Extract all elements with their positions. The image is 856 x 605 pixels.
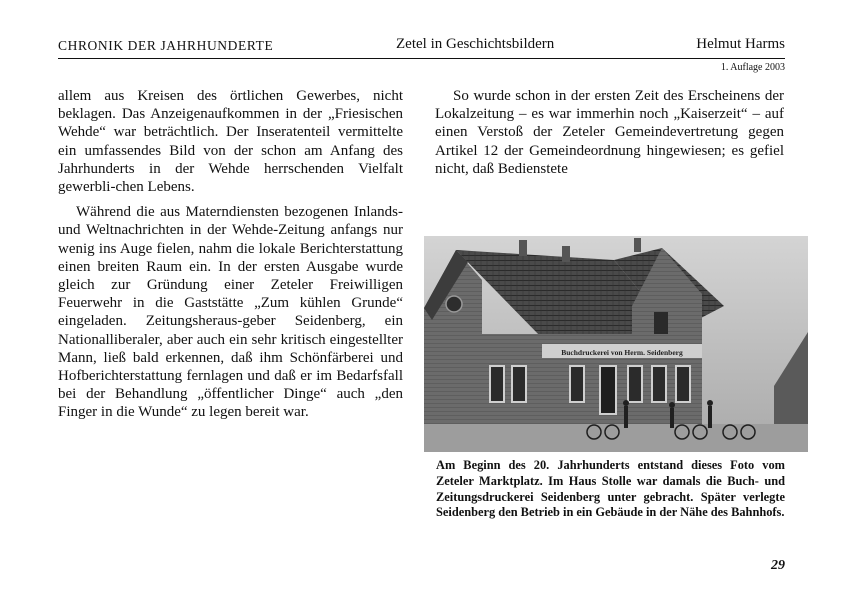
edition-note: 1. Auflage 2003 (720, 62, 785, 73)
left-column (58, 87, 403, 422)
running-header-author: Helmut Harms (696, 36, 785, 52)
right-paragraph-1: So wurde schon in der ersten Zeit des Erscheinens der Lokalzeitung – es war immerhin noch „Kaiserzeit“ – auf einen Verstoß der Zeteler Gemeindevertretung gegen Artikel 12 der Gemeindeordnung hingewiesen; es gefiel nicht, daß Bedienstete (435, 88, 784, 177)
page-number: 29 (771, 558, 785, 573)
left-paragraph-1: allem aus Kreisen des örtlichen Gewerbes, nicht beklagen. Das Anzeigenaufkommen in der „Friesischen Wehde“ war beträchtlich. Der Inseratenteil vermittelte ein umfassendes Bild von der schon am Anfang des Jahrhunderts in der Wehde herrschenden Vielfalt gewerbli-chen Lebens. (58, 88, 403, 196)
shop-sign: Buchdruckerei von Herm. Seidenberg (561, 348, 683, 357)
historic-photo (424, 236, 808, 452)
running-header-series: CHRONIK DER JAHRHUNDERTE (58, 38, 274, 53)
header-rule (58, 58, 785, 59)
running-header-title: Zetel in Geschichtsbildern (396, 36, 555, 52)
photo-caption: Am Beginn des 20. Jahrhunderts entstand dieses Foto vom Zeteler Marktplatz. Im Haus Stolle war damals die Buch- und Zeitungsdruckerei Seidenberg unter gebracht. Später verlegte Seidenberg den Betrieb in ein Gebäude in der Nähe des Bahnhofs. (436, 458, 785, 520)
right-column (435, 87, 784, 178)
left-paragraph-2: Während die aus Materndiensten bezogenen Inlands- und Weltnachrichten in der Wehde-Zeitung anfangs nur wenig ins Auge fielen, nahm die lokale Berichterstattung einen breiten Raum ein. In der ersten Ausgabe wurde gleich zur Gründung einer Zeteler Freiwilligen Feuerwehr in die Gaststätte „Zum kühlen Grunde“ eingeladen. Zeitungsheraus-geber Seidenberg, ein Nationalliberaler, aber auch ein sehr kritisch eingestellter Mann, ließ bald erkennen, daß ihm Schönfärberei und Hofberichterstattung fernlagen und daß er im Bedarfsfall bei der Behandlung „öffentlicher Dinge“ auch „den Finger in die Wunde“ zu legen bereit war. (58, 204, 403, 421)
